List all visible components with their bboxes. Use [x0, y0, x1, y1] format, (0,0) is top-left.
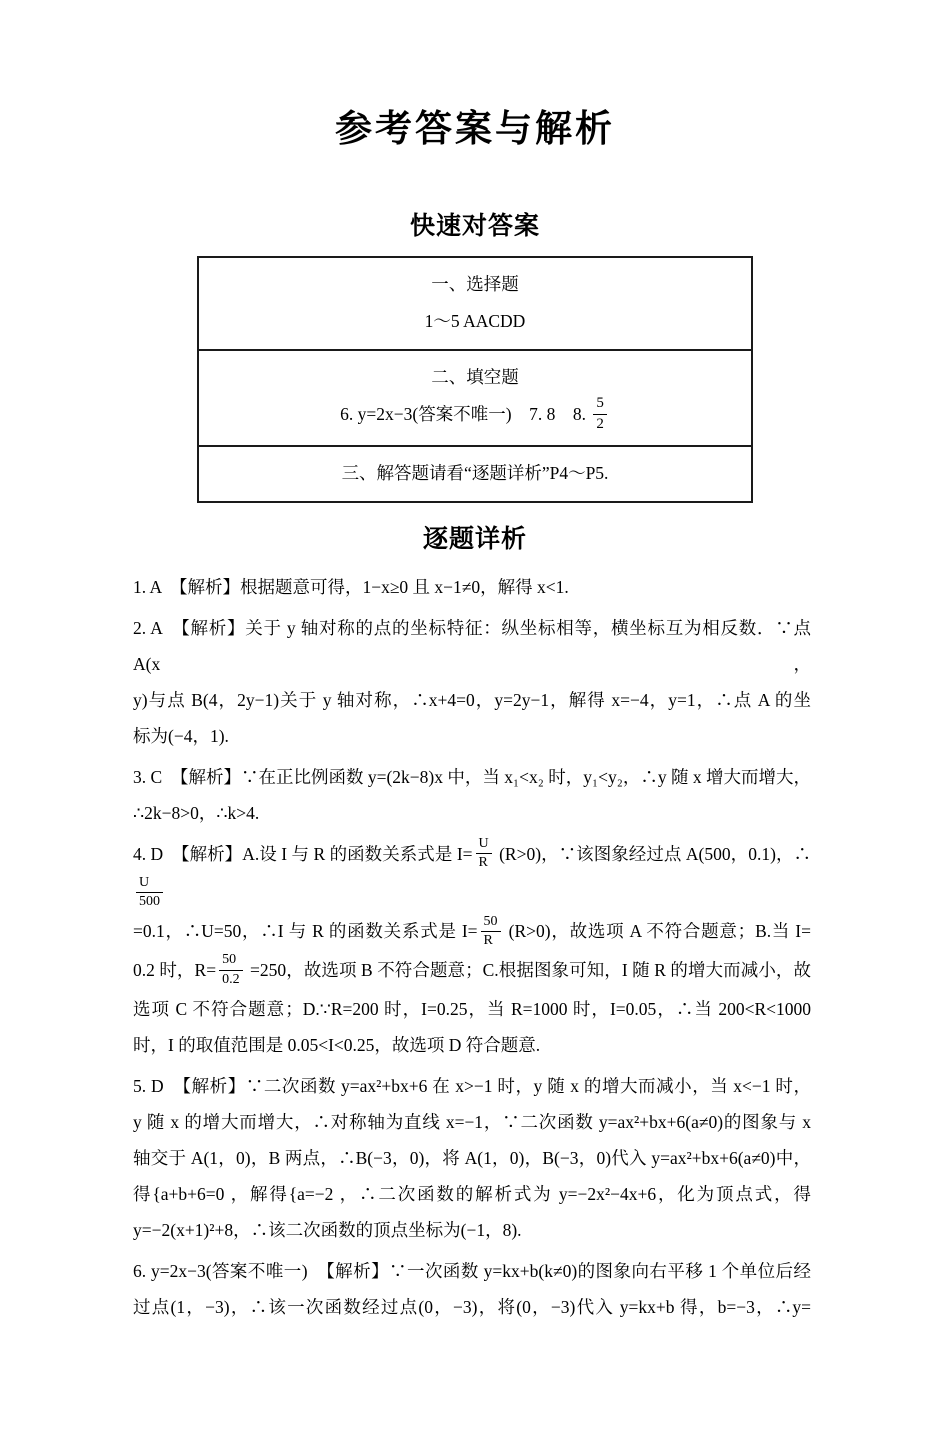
- answer-item-2: [133, 610, 811, 754]
- text-line: ∴2k−8>0，∴k>4.: [133, 803, 260, 823]
- fraction: $\frac{50}{R}$: [481, 913, 501, 950]
- text-line: 轴交于 A(1，0)，B 两点，∴B(−3，0)，将 A(1，0)，B(−3，0)代入 y=ax²+bx+6(a≠0)中，: [133, 1147, 811, 1168]
- text-line: 得{a+b+6=0 ，解得{a=−2 ，∴二次函数的解析式为 y=−2x²−4x+6，化为顶点式，得: [133, 1183, 811, 1204]
- text-line: 5. D 【解析】∵二次函数 y=ax²+bx+6 在 x>−1 时，y 随 x 的增大而减小，当 x<−1 时，: [133, 1075, 811, 1096]
- text-line: 标为(−4，1).: [133, 726, 229, 746]
- text-line: 1. A 【解析】根据题意可得，1−x≥0 且 x−1≠0，解得 x<1.: [133, 577, 569, 597]
- fraction: $\frac{U}{R}$: [476, 835, 492, 872]
- text-line: 时，I 的取值范围是 0.05<I<0.25，故选项 D 符合题意.: [133, 1034, 541, 1055]
- text-line: 二、填空题: [431, 367, 519, 387]
- table-row-fill-in: [199, 351, 751, 447]
- table-row-solution: [199, 447, 751, 501]
- quick-answers-heading: 快速对答案: [409, 212, 540, 240]
- details-heading: 逐题详析: [422, 525, 527, 553]
- text-line: y=−2(x+1)²+8，∴该二次函数的顶点坐标为(−1，8).: [133, 1219, 522, 1240]
- text-line: 6. y=2x−3(答案不唯一) 【解析】∵一次函数 y=kx+b(k≠0)的图象向右平移 1 个单位后经: [133, 1260, 811, 1281]
- text-line: y)与点 B(4，2y−1)关于 y 轴对称，∴x+4=0，y=2y−1，解得 x=−4，y=1，∴点 A 的坐: [133, 690, 811, 710]
- fraction: $\frac{50}{0.2}$: [219, 951, 243, 988]
- page-title: 参考答案与解析: [335, 109, 615, 150]
- answer-item-3: [133, 759, 811, 831]
- answer-item-6: [133, 1253, 811, 1325]
- text-line: 过点(1，−3)，∴该一次函数经过点(0，−3)，将(0，−3)代入 y=kx+b 得，b=−3，∴y=: [133, 1296, 811, 1317]
- text-line: 6. y=2x−3(答案不唯一) 7. 8 8. $\frac{5}{2}$: [199, 396, 751, 436]
- answer-item-5: [133, 1068, 811, 1248]
- answer-item-1: [133, 569, 811, 605]
- text-line: 1～5 AACDD: [424, 311, 526, 331]
- text-line: 2. A 【解析】关于 y 轴对称的点的坐标特征：纵坐标相等，横坐标互为相反数．∵点 A(x，: [133, 618, 811, 674]
- text-line: y 随 x 的增大而增大，∴对称轴为直线 x=−1，∵二次函数 y=ax²+bx+6(a≠0)的图象与 x: [133, 1111, 811, 1132]
- text-line: 0.2 时，R= $\frac{50}{0.2}$ =250，故选项 B 不符合题意；C.根据图象可知，I 随 R 的增大而减小，故: [133, 952, 811, 991]
- page: [0, 98, 950, 1442]
- text-line: 3. C 【解析】∵在正比例函数 y=(2k−8)x 中，当 x₁<x₂ 时，y₁<y₂，∴y 随 x 增大而增大，: [133, 767, 811, 787]
- fraction: $\frac{5}{2}$: [593, 394, 607, 434]
- fraction: $\frac{U}{500}$: [136, 874, 163, 911]
- answer-item-4: [133, 836, 811, 1063]
- text-line: 4. D 【解析】A.设 I 与 R 的函数关系式是 I= $\frac{U}{R}$ (R>0)，∵该图象经过点 A(500，0.1)，∴ $\frac{U}{500}$: [133, 836, 811, 913]
- table-row-choice: [199, 258, 751, 351]
- details-content: [133, 569, 811, 1325]
- text-line: 选项 C 不符合题意；D.∵R=200 时，I=0.25，当 R=1000 时，I=0.05，∴当 200<R<1000: [133, 998, 811, 1019]
- text-line: =0.1，∴U=50，∴I 与 R 的函数关系式是 I= $\frac{50}{R}$ (R>0)，故选项 A 不符合题意；B.当 I=: [133, 913, 811, 952]
- quick-answers-table: [197, 256, 753, 503]
- text-line: 一、选择题: [431, 274, 519, 294]
- text-line: 三、解答题请看“逐题详析”P4～P5.: [341, 463, 609, 483]
